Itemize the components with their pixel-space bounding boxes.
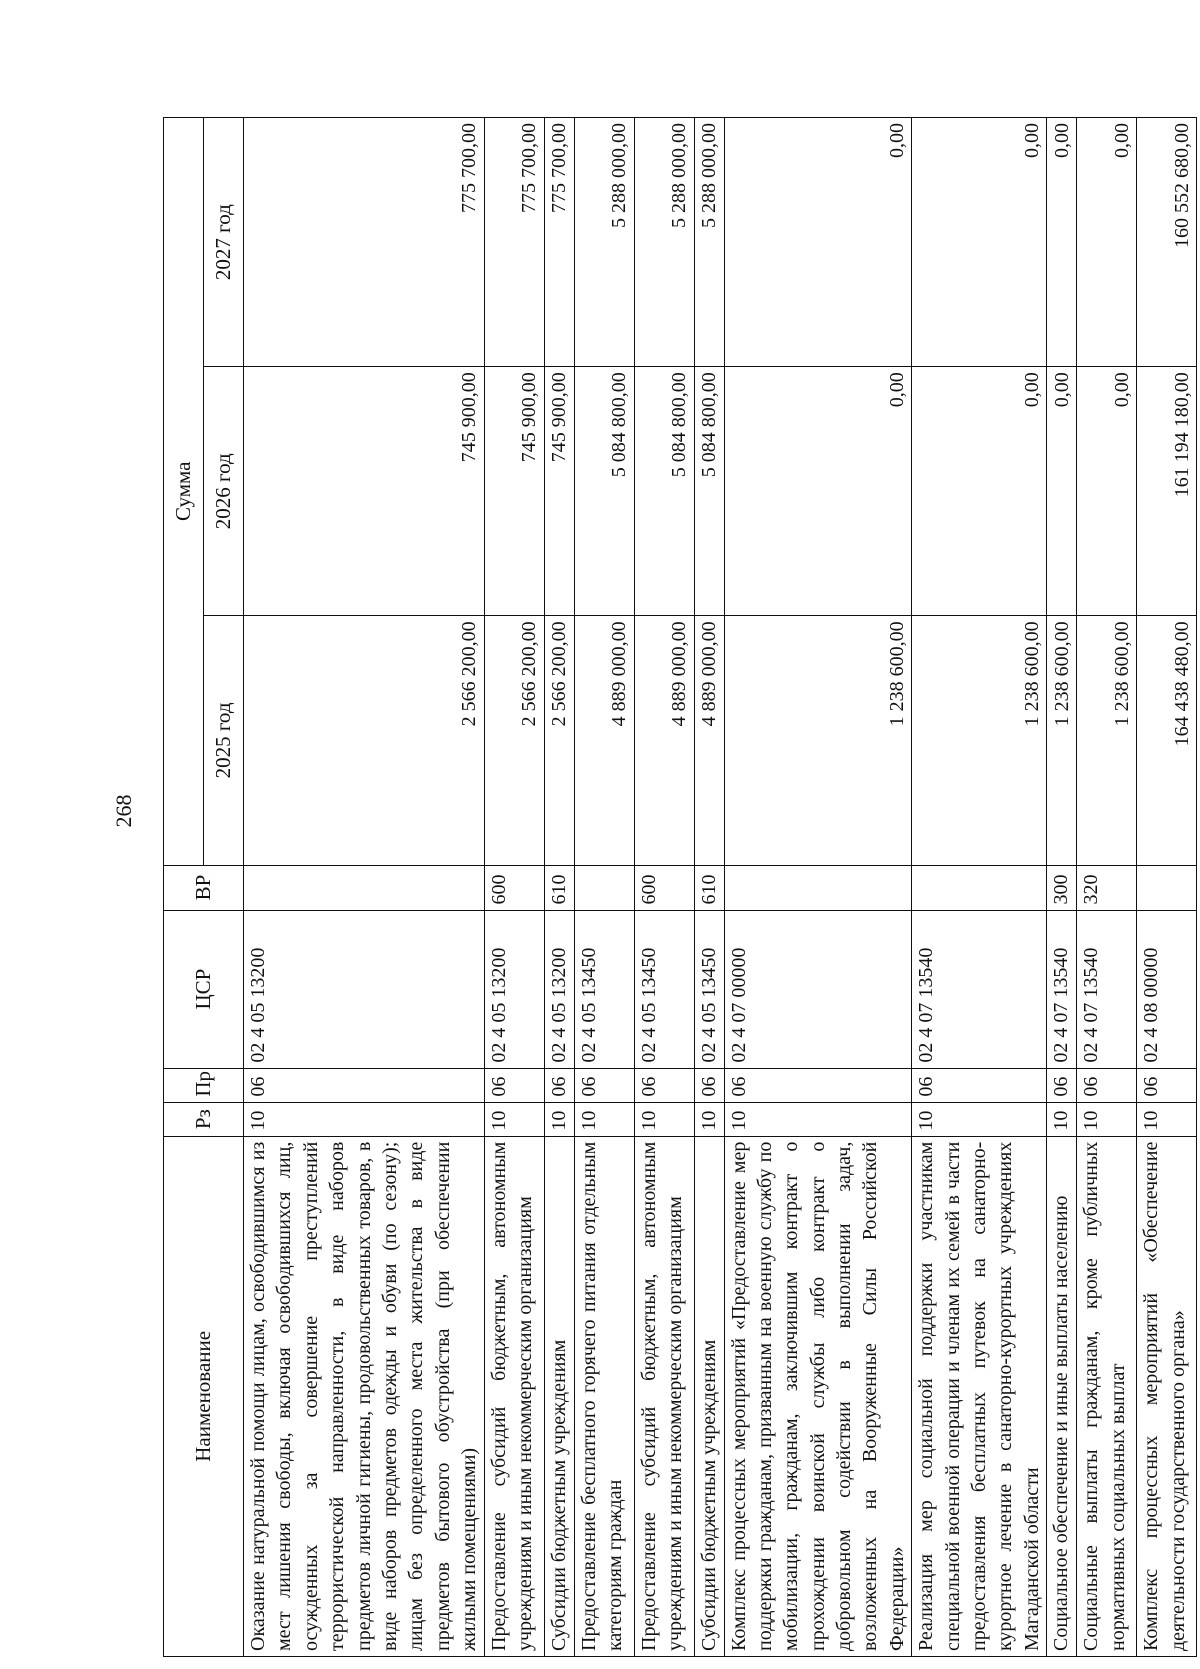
table-cell-vr: 610 [544, 865, 574, 910]
table-cell-2027: 0,00 [1077, 118, 1137, 367]
table-cell-csr: 02 4 07 13540 [912, 910, 1047, 1068]
table-cell-2025: 1 238 600,00 [912, 616, 1047, 865]
table-cell-vr [912, 865, 1047, 910]
table-cell-2027: 775 700,00 [484, 118, 544, 367]
table-cell-2027: 0,00 [912, 118, 1047, 367]
table-row [724, 118, 912, 1657]
table-cell-name: Реализация мер социальной поддержки участникам специальной военной операции и членам их семей в части предоставления бесплатных путевок на санаторно-курортное лечение в санаторно-курортных учреждениях Магаданской области [912, 1136, 1047, 1656]
table-cell-2026: 161 194 180,00 [1137, 367, 1197, 616]
table-cell-2025: 1 238 600,00 [1077, 616, 1137, 865]
table-body [244, 118, 1197, 1657]
header-name: Наименование [164, 1136, 244, 1656]
table-cell-rz: 10 [244, 1102, 485, 1136]
header-2025: 2025 год [204, 616, 244, 865]
header-rz: Рз [164, 1102, 244, 1136]
table-cell-2025: 4 889 000,00 [694, 616, 724, 865]
table-cell-name: Предоставление субсидий бюджетным, автономным учреждениям и иным некоммерческим организациям [634, 1136, 694, 1656]
table-cell-2026: 5 084 800,00 [694, 367, 724, 616]
table-cell-2025: 1 238 600,00 [724, 616, 912, 865]
table-cell-2026: 5 084 800,00 [634, 367, 694, 616]
table-cell-pr: 06 [484, 1068, 544, 1102]
table-cell-pr: 06 [544, 1068, 574, 1102]
table-cell-name: Комплекс процессных мероприятий «Предоставление мер поддержки гражданам, призванным на военную службу по мобилизации, гражданам, заключившим контракт о прохождении воинской службы либо контракт о добровольном содействии в выполнении задач, возложенных на Вооруженные Силы Российской Федерации» [724, 1136, 912, 1656]
table-cell-csr: 02 4 05 13450 [694, 910, 724, 1068]
header-pr: Пр [164, 1068, 244, 1102]
table-cell-2027: 0,00 [1047, 118, 1077, 367]
header-csr: ЦСР [164, 910, 244, 1068]
table-cell-pr: 06 [724, 1068, 912, 1102]
table-row [1047, 118, 1077, 1657]
table-cell-2025: 4 889 000,00 [634, 616, 694, 865]
page-number: 268 [111, 794, 136, 828]
table-row [484, 118, 544, 1657]
table-cell-csr: 02 4 07 13540 [1077, 910, 1137, 1068]
table-cell-name: Предоставление бесплатного горячего питания отдельным категориям граждан [574, 1136, 634, 1656]
table-cell-2027: 5 288 000,00 [634, 118, 694, 367]
table-cell-2027: 0,00 [724, 118, 912, 367]
table-cell-pr: 06 [694, 1068, 724, 1102]
table-cell-2027: 5 288 000,00 [694, 118, 724, 367]
table-cell-pr: 06 [244, 1068, 485, 1102]
table-cell-2025: 2 566 200,00 [544, 616, 574, 865]
table-cell-name: Предоставление субсидий бюджетным, автономным учреждениям и иным некоммерческим организациям [484, 1136, 544, 1656]
table-cell-csr: 02 4 05 13200 [244, 910, 485, 1068]
table-cell-vr: 300 [1047, 865, 1077, 910]
header-sum: Сумма [164, 118, 204, 866]
table-cell-pr: 06 [912, 1068, 1047, 1102]
table-cell-2027: 5 288 000,00 [574, 118, 634, 367]
table-cell-vr [724, 865, 912, 910]
table-cell-2026: 0,00 [724, 367, 912, 616]
table-cell-csr: 02 4 05 13450 [634, 910, 694, 1068]
table-cell-name: Социальные выплаты гражданам, кроме публичных нормативных социальных выплат [1077, 1136, 1137, 1656]
header-2026: 2026 год [204, 367, 244, 616]
table-cell-vr: 610 [694, 865, 724, 910]
table-cell-2027: 775 700,00 [244, 118, 485, 367]
table-cell-pr: 06 [1077, 1068, 1137, 1102]
table-row [244, 118, 485, 1657]
header-vr: ВР [164, 865, 244, 910]
table-cell-2026: 0,00 [1077, 367, 1137, 616]
table-cell-rz: 10 [544, 1102, 574, 1136]
table-cell-name: Оказание натуральной помощи лицам, освободившимся из мест лишения свободы, включая освободившихся лиц, осужденных за совершение преступлений террористической направленности, в виде наборов предметов личной гигиены, продовольственных товаров, в виде наборов предметов одежды и обуви (по сезону); лицам без определенного места жительства в виде предметов бытового обустройства (при обеспечении жилыми помещениями) [244, 1136, 485, 1656]
table-cell-csr: 02 4 05 13200 [484, 910, 544, 1068]
table-cell-name: Субсидии бюджетным учреждениям [544, 1136, 574, 1656]
table-cell-rz: 10 [484, 1102, 544, 1136]
table-cell-rz: 10 [1137, 1102, 1197, 1136]
table-row [634, 118, 694, 1657]
table-cell-vr: 600 [634, 865, 694, 910]
table-cell-pr: 06 [1137, 1068, 1197, 1102]
table-cell-vr [574, 865, 634, 910]
table-cell-vr: 320 [1077, 865, 1137, 910]
table-row [544, 118, 574, 1657]
table-cell-pr: 06 [634, 1068, 694, 1102]
table-cell-name: Социальное обеспечение и иные выплаты населению [1047, 1136, 1077, 1656]
table-cell-rz: 10 [574, 1102, 634, 1136]
table-cell-csr: 02 4 05 13450 [574, 910, 634, 1068]
table-row [912, 118, 1047, 1657]
table-row [574, 118, 634, 1657]
budget-table [163, 117, 1197, 1657]
table-cell-rz: 10 [912, 1102, 1047, 1136]
table-cell-2026: 5 084 800,00 [574, 367, 634, 616]
table-row [694, 118, 724, 1657]
table-row [1137, 118, 1197, 1657]
table-cell-pr: 06 [1047, 1068, 1077, 1102]
header-2027: 2027 год [204, 118, 244, 367]
table-cell-2026: 0,00 [1047, 367, 1077, 616]
table-cell-2027: 775 700,00 [544, 118, 574, 367]
table-cell-2025: 4 889 000,00 [574, 616, 634, 865]
table-cell-2025: 2 566 200,00 [484, 616, 544, 865]
table-cell-2025: 2 566 200,00 [244, 616, 485, 865]
table-cell-rz: 10 [1077, 1102, 1137, 1136]
table-cell-rz: 10 [1047, 1102, 1077, 1136]
table-cell-pr: 06 [574, 1068, 634, 1102]
table-cell-rz: 10 [694, 1102, 724, 1136]
table-cell-vr [244, 865, 485, 910]
table-cell-csr: 02 4 07 13540 [1047, 910, 1077, 1068]
table-cell-vr [1137, 865, 1197, 910]
table-cell-2025: 164 438 480,00 [1137, 616, 1197, 865]
table-cell-2025: 1 238 600,00 [1047, 616, 1077, 865]
table-cell-2027: 160 552 680,00 [1137, 118, 1197, 367]
table-cell-2026: 0,00 [912, 367, 1047, 616]
table-row [1077, 118, 1137, 1657]
table-cell-2026: 745 900,00 [484, 367, 544, 616]
table-cell-vr: 600 [484, 865, 544, 910]
table-cell-name: Субсидии бюджетным учреждениям [694, 1136, 724, 1656]
table-cell-2026: 745 900,00 [244, 367, 485, 616]
rotated-table-wrapper [163, 117, 1193, 1657]
table-cell-2026: 745 900,00 [544, 367, 574, 616]
table-cell-csr: 02 4 07 00000 [724, 910, 912, 1068]
table-cell-name: Комплекс процессных мероприятий «Обеспечение деятельности государственного органа» [1137, 1136, 1197, 1656]
table-cell-rz: 10 [724, 1102, 912, 1136]
table-cell-rz: 10 [634, 1102, 694, 1136]
table-cell-csr: 02 4 08 00000 [1137, 910, 1197, 1068]
table-cell-csr: 02 4 05 13200 [544, 910, 574, 1068]
